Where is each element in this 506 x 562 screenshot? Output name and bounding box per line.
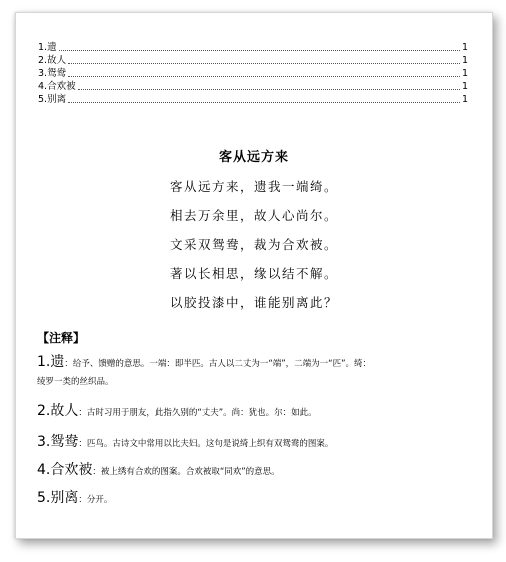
note-term: 2.故人 bbox=[37, 403, 79, 419]
table-of-contents bbox=[38, 41, 468, 106]
note-term: 3.鸳鸯 bbox=[37, 434, 79, 450]
document-page bbox=[15, 12, 493, 539]
poem-title: 客从远方来 bbox=[218, 150, 289, 165]
toc-entry[interactable] bbox=[38, 67, 468, 80]
toc-entry-page: 1 bbox=[461, 68, 468, 79]
note-continuation: 绫罗一类的丝织品。 bbox=[37, 377, 114, 387]
toc-leader-dots bbox=[68, 63, 460, 64]
toc-leader-dots bbox=[78, 89, 460, 90]
toc-entry[interactable] bbox=[38, 41, 468, 54]
toc-entry[interactable] bbox=[38, 80, 468, 93]
toc-entry-label: 5.别离 bbox=[38, 94, 67, 105]
note-term: 5.别离 bbox=[37, 490, 79, 506]
note-text: ：匹鸟。古诗文中常用以比夫妇。这句是说绮上织有双鸳鸯的图案。 bbox=[78, 439, 334, 449]
note-item bbox=[37, 400, 477, 424]
toc-entry-label: 1.遗 bbox=[38, 42, 57, 53]
toc-entry[interactable] bbox=[38, 54, 468, 67]
toc-entry-label: 4.合欢被 bbox=[38, 81, 76, 92]
toc-entry-page: 1 bbox=[461, 55, 468, 66]
poem-line: 文采双鸳鸯，裁为合欢被。 bbox=[169, 237, 338, 252]
notes-header: 【注释】 bbox=[37, 331, 86, 345]
toc-entry-label: 2.故人 bbox=[38, 55, 67, 66]
toc-entry[interactable] bbox=[38, 93, 468, 106]
note-term: 1.遗 bbox=[37, 354, 65, 370]
note-text: ：古时习用于朋友，此指久别的“丈夫”。尚：犹也。尔：如此。 bbox=[78, 408, 317, 418]
poem-line: 相去万余里，故人心尚尔。 bbox=[169, 208, 338, 223]
poem-line: 以胶投漆中，谁能别离此？ bbox=[169, 295, 338, 310]
note-item bbox=[37, 487, 477, 511]
toc-entry-page: 1 bbox=[461, 81, 468, 92]
note-text: ：分开。 bbox=[78, 495, 113, 505]
toc-leader-dots bbox=[68, 76, 460, 77]
poem-line: 客从远方来，遗我一端绮。 bbox=[169, 179, 338, 194]
poem-line: 著以长相思，缘以结不解。 bbox=[169, 266, 338, 281]
note-text: ：被上绣有合欢的图案。合欢被取“同欢”的意思。 bbox=[92, 467, 280, 477]
toc-entry-page: 1 bbox=[461, 94, 468, 105]
toc-entry-page: 1 bbox=[461, 42, 468, 53]
toc-leader-dots bbox=[68, 102, 460, 103]
note-item bbox=[37, 431, 477, 455]
note-item bbox=[37, 351, 477, 389]
toc-leader-dots bbox=[59, 50, 460, 51]
note-term: 4.合欢被 bbox=[37, 462, 93, 478]
note-item bbox=[37, 459, 477, 483]
note-text: ：给予、馈赠的意思。一端：即半匹。古人以二丈为一“端”，二端为一“匹”。绮： bbox=[64, 359, 371, 369]
toc-entry-label: 3.鸳鸯 bbox=[38, 68, 67, 79]
